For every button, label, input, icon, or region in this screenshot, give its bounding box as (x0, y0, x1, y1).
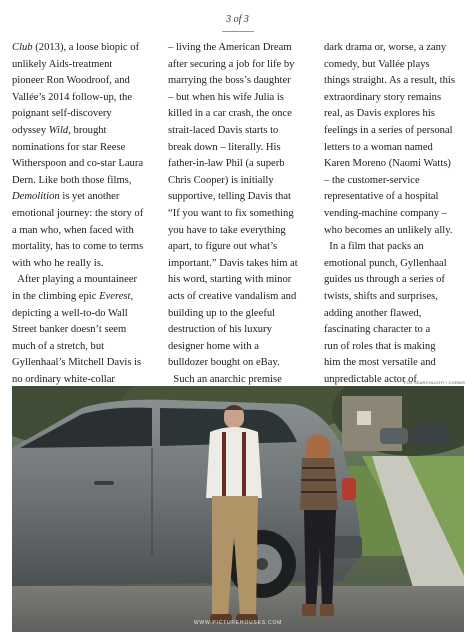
text-line: him the most versatile and (324, 357, 436, 369)
text-line: unpredictable actor of (324, 373, 417, 385)
paragraph-start: Such an anarchic premise (173, 373, 282, 385)
text-line: supportive, telling Davis that (168, 191, 291, 203)
text-line: dark drama or, worse, a zany (324, 42, 447, 53)
text-line: comedy, but Vallée plays (324, 58, 430, 70)
photo-credit-bottom: WWW.PICTUREHOUSES.COM (193, 620, 283, 626)
text-line: unlikely Aids-treatment (12, 58, 113, 70)
text-line: killed in a car crash, the once (168, 108, 292, 120)
text-line: designer home with a (168, 340, 259, 352)
text-line: father-in-law Phil (a superb (168, 158, 285, 170)
text-line: depicting a well-to-do Wall (12, 307, 128, 319)
text-line: Dern. Like both those films, (12, 174, 132, 186)
text-line: break down – literally. His (168, 141, 281, 153)
text-line: apart, to figure out what’s (168, 241, 278, 253)
text-line: important.” Davis takes him at (168, 257, 298, 269)
page-number (0, 14, 475, 25)
text-line: Karen Moreno (Naomi Watts) (324, 158, 451, 170)
photo-credit-top: FOX SEARCHLIGHT / CORBIS (403, 380, 465, 385)
text-line: Vallée’s 2014 follow-up, the (12, 91, 133, 103)
article-column-2 (168, 40, 312, 405)
text-line: odyssey Wild, brought (12, 124, 107, 136)
text-line: no ordinary white-collar (12, 373, 115, 385)
text-line: acts of creative vandalism and (168, 290, 297, 302)
text-line (12, 40, 156, 57)
text-line (12, 272, 156, 289)
text-line: letters to a woman named (324, 141, 433, 153)
film-title-everest: Everest (99, 290, 131, 302)
text-line: strait-laced Davis starts to (168, 124, 279, 136)
text-line: you have to take everything (168, 224, 286, 236)
text-line: run of roles that is making (324, 340, 436, 352)
text-line: his word, starting with minor (168, 274, 292, 286)
text-line: much of a stretch, but (12, 340, 105, 352)
text-line: “If you want to fix something (168, 207, 294, 219)
text-line: after securing a job for life by (168, 58, 295, 70)
text-line: Demolition is yet another (12, 191, 120, 203)
text-line: real, as Davis explores his (324, 108, 435, 120)
article-column-3 (324, 40, 468, 405)
text-line: feelings in a series of personal (324, 124, 453, 136)
text-line: in the climbing epic Everest, (12, 290, 134, 302)
text-line: mortality, has to come to terms (12, 241, 144, 253)
text-line: – the customer-service (324, 174, 420, 186)
film-still-illustration (12, 386, 464, 632)
text-line: emotional punch, Gyllenhaal (324, 257, 447, 269)
text-line: destruction of his luxury (168, 324, 272, 336)
text-line: building up to the gleeful (168, 307, 276, 319)
text-line: – but when his wife Julia is (168, 91, 284, 103)
text-line: who becomes an unlikely ally. (324, 224, 453, 236)
text-line: emotional journey: the story of (12, 207, 144, 219)
paragraph-start: After playing a mountaineer (17, 274, 138, 286)
article-column-1 (12, 40, 156, 405)
text-line: with who he really is. (12, 257, 104, 269)
text-line: marrying the boss’s daughter (168, 75, 291, 87)
text-line: bulldozer bought on eBay. (168, 357, 280, 369)
text-line: Witherspoon and co-star Laura (12, 158, 144, 170)
paragraph-start: In a film that packs an (329, 241, 424, 253)
text-line: vending-machine company – (324, 207, 447, 219)
text-line: pioneer Ron Woodroof, and (12, 75, 130, 87)
text-line: fascinating character to a (324, 324, 431, 336)
text-line: Chris Cooper) is initially (168, 174, 274, 186)
text-line: – living the American Dream (168, 42, 292, 53)
text-line: poignant self-discovery (12, 108, 112, 120)
text-line: Street banker doesn’t seem (12, 324, 127, 336)
film-title-club: Club (12, 42, 33, 53)
text-line (324, 239, 468, 256)
line-rest: (2013), a loose biopic of (32, 42, 140, 53)
page-number-rule (222, 31, 254, 32)
text-line: a man who, when faced with (12, 224, 134, 236)
text-line: representative of a hospital (324, 191, 439, 203)
film-still-photo (12, 386, 464, 632)
text-line: adding another flawed, (324, 307, 422, 319)
text-line: guides us through a series of (324, 274, 445, 286)
text-line: Gyllenhaal’s Mitchell Davis is (12, 357, 142, 369)
text-line: things straight. As a result, this (324, 75, 455, 87)
text-line: nominations for star Reese (12, 141, 126, 153)
text-line: extraordinary story remains (324, 91, 442, 103)
page-number-text: 3 of 3 (226, 14, 249, 25)
text-line: twists, shifts and surprises, (324, 290, 438, 302)
film-title-demolition: Demolition (12, 191, 60, 203)
film-title-wild: Wild (48, 124, 69, 136)
